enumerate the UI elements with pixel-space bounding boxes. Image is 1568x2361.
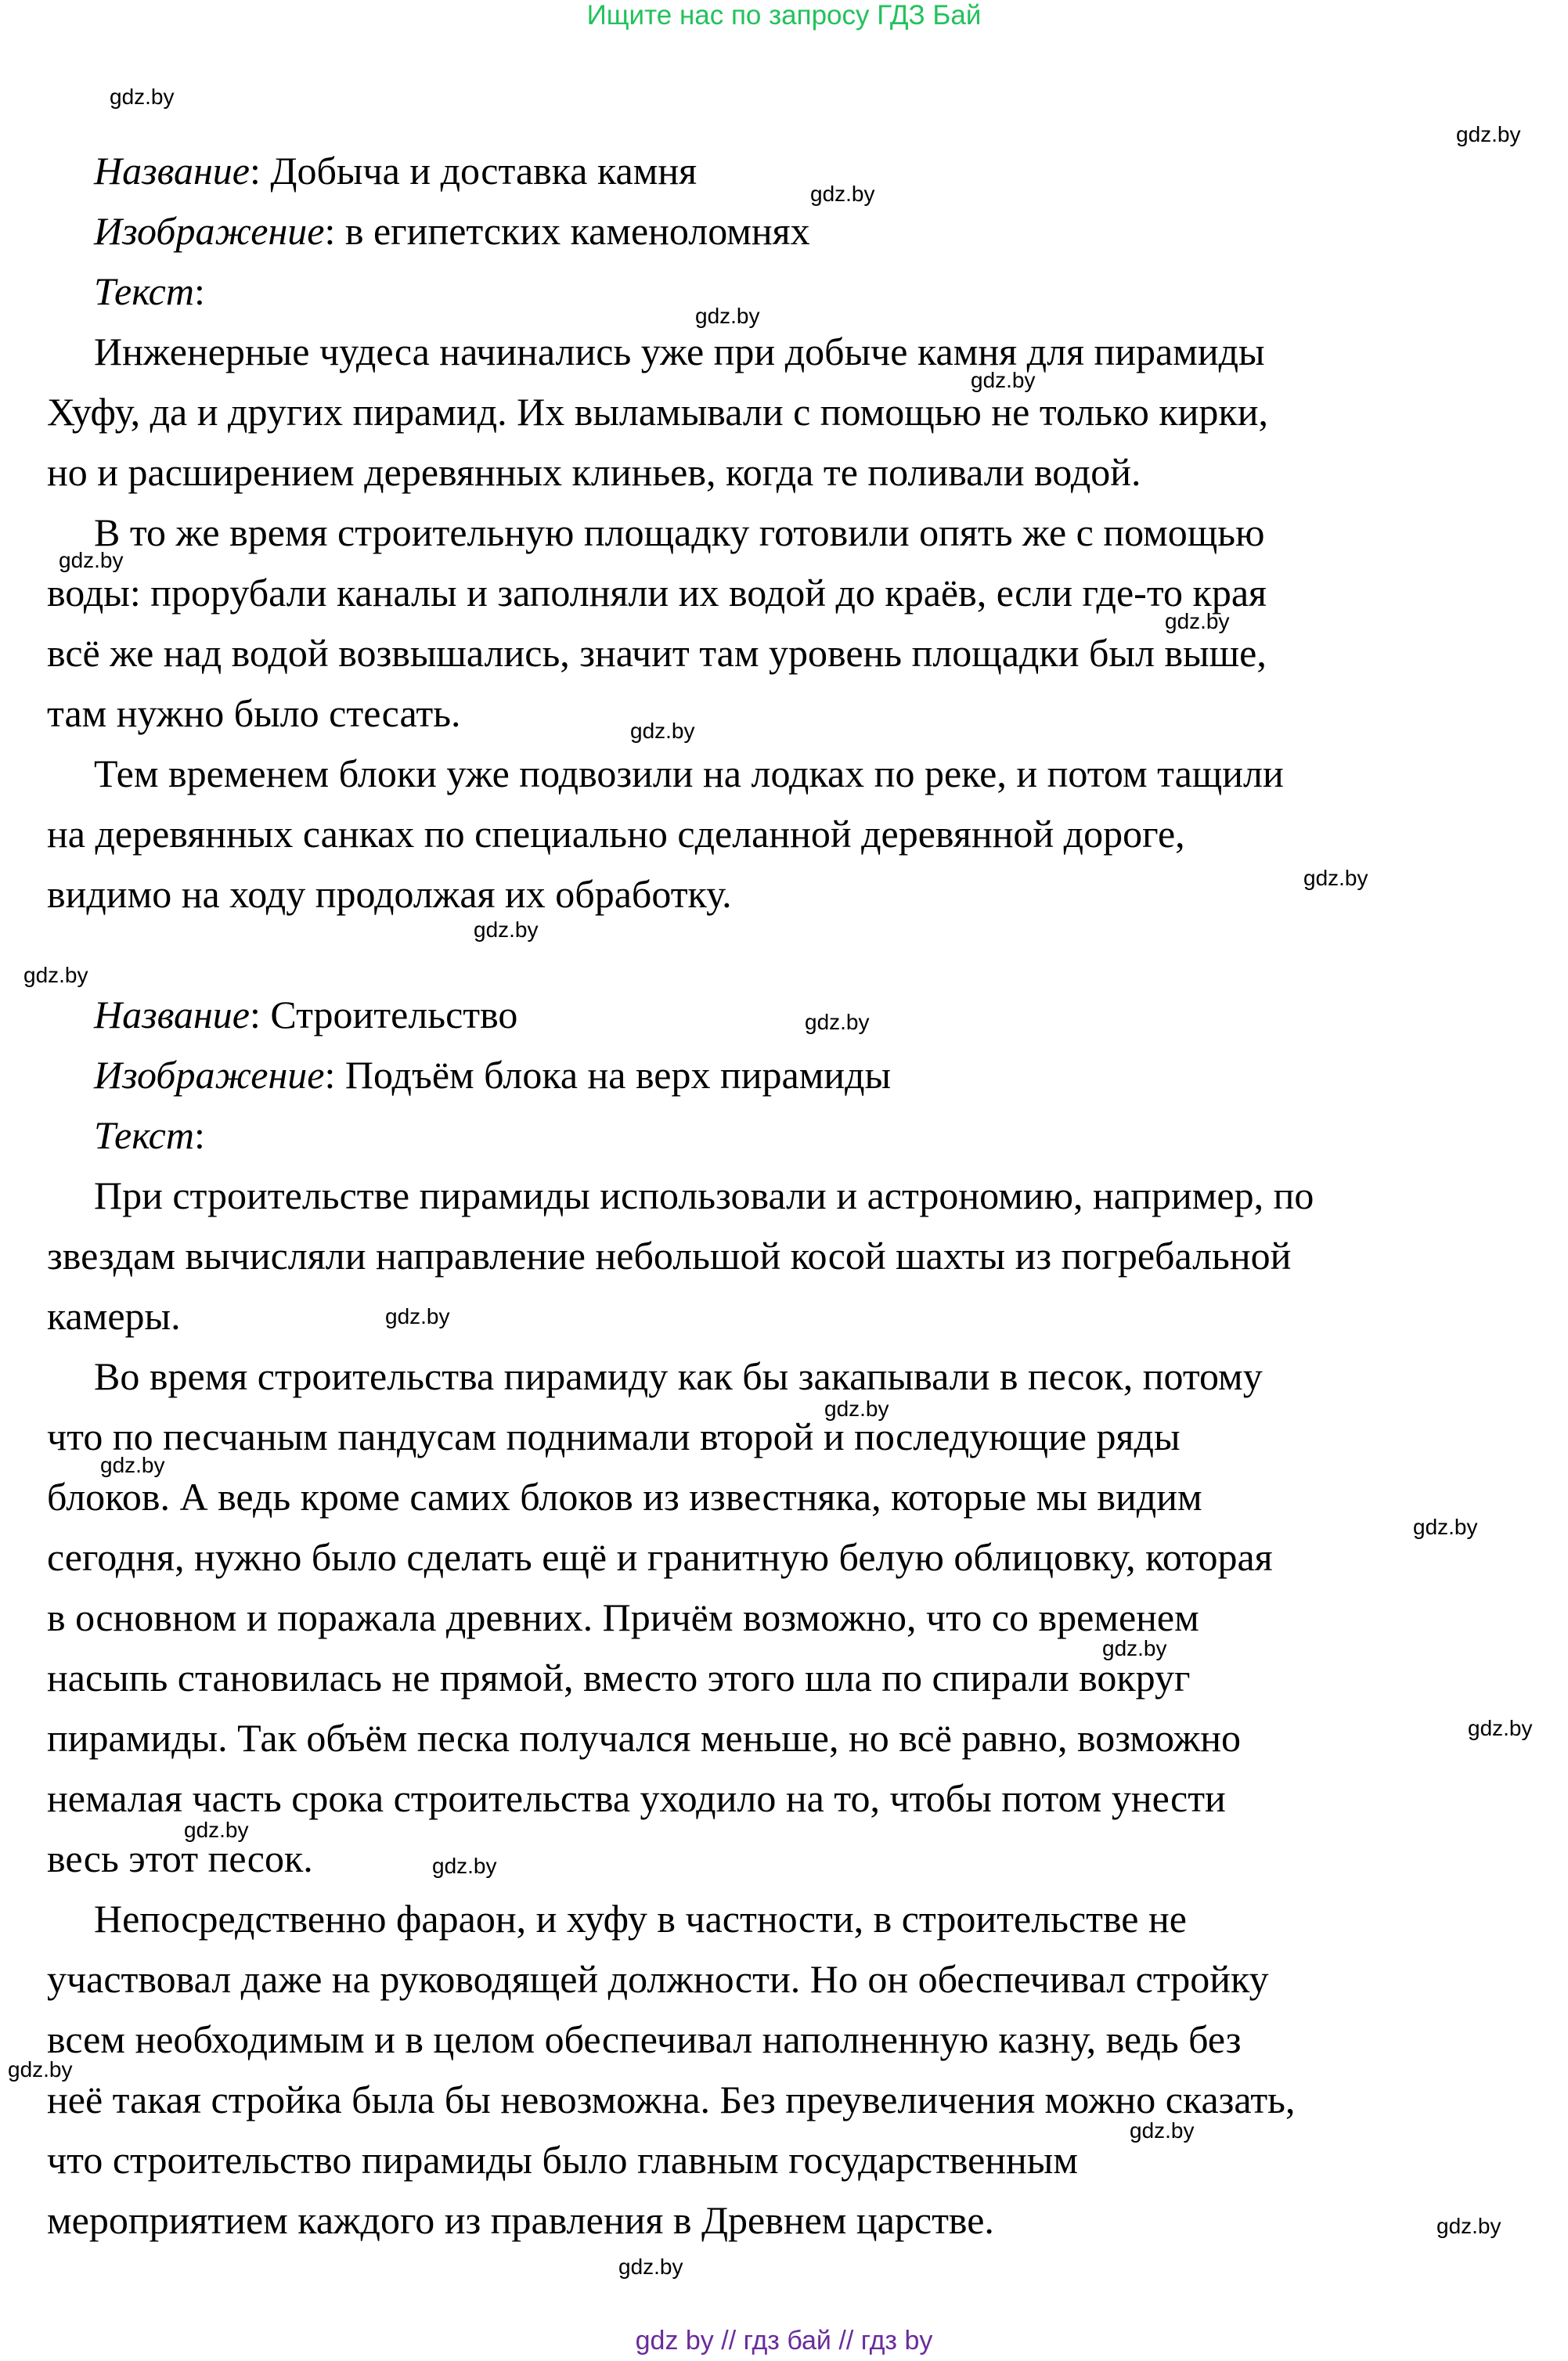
paragraph-line: всё же над водой возвышались, значит там уровень площадки был выше, bbox=[47, 631, 1267, 675]
section1-name-line bbox=[47, 141, 1534, 201]
name-label: Название bbox=[94, 149, 250, 193]
watermark: gdz.by bbox=[474, 917, 539, 942]
name-label: Название bbox=[94, 993, 250, 1036]
paragraph-line: неё такая стройка была бы невозможна. Без преувеличения можно сказать, bbox=[47, 2078, 1296, 2121]
paragraph-line: Тем временем блоки уже подвозили на лодках по реке, и потом тащили bbox=[94, 752, 1284, 795]
watermark: gdz.by bbox=[100, 1453, 165, 1477]
section1-text-label-line bbox=[47, 261, 1534, 322]
watermark: gdz.by bbox=[1413, 1515, 1478, 1539]
watermark: gdz.by bbox=[1303, 866, 1368, 890]
text-colon: : bbox=[193, 269, 205, 313]
paragraph-line: насыпь становилась не прямой, вместо этого шла по спирали вокруг bbox=[47, 1656, 1191, 1700]
paragraph-line: блоков. А ведь кроме самих блоков из известняка, которые мы видим bbox=[47, 1475, 1202, 1519]
image-label: Изображение bbox=[94, 209, 325, 253]
paragraph-line: В то же время строительную площадку готовили опять же с помощью bbox=[94, 510, 1265, 554]
watermark: gdz.by bbox=[59, 548, 124, 572]
paragraph-line: сегодня, нужно было сделать ещё и гранитную белую облицовку, которая bbox=[47, 1535, 1273, 1579]
top-banner[interactable]: Ищите нас по запросу ГДЗ Бай bbox=[586, 0, 982, 31]
footer-links[interactable]: gdz by // гдз бай // гдз by bbox=[635, 2326, 933, 2356]
section1-image-line bbox=[47, 201, 1534, 261]
watermark: gdz.by bbox=[1456, 122, 1521, 146]
name-value: : Строительство bbox=[249, 993, 518, 1036]
watermark: gdz.by bbox=[695, 304, 760, 328]
paragraph-line: что по песчаным пандусам поднимали второй и последующие ряды bbox=[47, 1415, 1181, 1458]
watermark: gdz.by bbox=[810, 182, 875, 206]
watermark: gdz.by bbox=[110, 85, 175, 109]
paragraph-line: немалая часть срока строительства уходило на то, чтобы потом унести bbox=[47, 1776, 1226, 1820]
paragraph-line: Непосредственно фараон, и хуфу в частности, в строительстве не bbox=[94, 1897, 1187, 1941]
document-body bbox=[47, 141, 1534, 2251]
image-value: : Подъём блока на верх пирамиды bbox=[324, 1053, 892, 1097]
paragraph-line: всем необходимым и в целом обеспечивал наполненную казну, ведь без bbox=[47, 2017, 1242, 2061]
watermark: gdz.by bbox=[385, 1304, 450, 1328]
section2-name-line bbox=[47, 985, 1534, 1045]
paragraph-line: Хуфу, да и других пирамид. Их выламывали с помощью не только кирки, bbox=[47, 390, 1268, 434]
section2-image-line bbox=[47, 1045, 1534, 1105]
paragraph-line: что строительство пирамиды было главным государственным bbox=[47, 2138, 1079, 2182]
paragraph-line: Инженерные чудеса начинались уже при добыче камня для пирамиды bbox=[94, 330, 1265, 373]
paragraph-line: пирамиды. Так объём песка получался меньше, но всё равно, возможно bbox=[47, 1716, 1241, 1760]
watermark: gdz.by bbox=[630, 719, 695, 743]
paragraph-line: Во время строительства пирамиду как бы закапывали в песок, потому bbox=[94, 1354, 1263, 1398]
image-label: Изображение bbox=[94, 1053, 325, 1097]
watermark: gdz.by bbox=[8, 2057, 73, 2082]
watermark: gdz.by bbox=[1436, 2214, 1501, 2238]
watermark: gdz.by bbox=[618, 2255, 683, 2279]
paragraph-line: на деревянных санках по специально сделанной деревянной дороге, bbox=[47, 812, 1185, 856]
name-value: : Добыча и доставка камня bbox=[249, 149, 697, 193]
paragraph-line: мероприятием каждого из правления в Древнем царстве. bbox=[47, 2198, 994, 2242]
paragraph-line: видимо на ходу продолжая их обработку. bbox=[47, 872, 732, 916]
text-label: Текст bbox=[94, 1113, 194, 1157]
watermark: gdz.by bbox=[971, 368, 1036, 392]
paragraph-line: камеры. bbox=[47, 1294, 181, 1338]
watermark: gdz.by bbox=[1130, 2118, 1195, 2143]
watermark: gdz.by bbox=[1102, 1636, 1167, 1660]
paragraph-line: но и расширением деревянных клиньев, когда те поливали водой. bbox=[47, 450, 1141, 494]
paragraph-line: При строительстве пирамиды использовали и астрономию, например, по bbox=[94, 1173, 1314, 1217]
watermark: gdz.by bbox=[23, 963, 88, 987]
watermark: gdz.by bbox=[805, 1010, 870, 1034]
watermark: gdz.by bbox=[1165, 609, 1230, 633]
paragraph-line: участвовал даже на руководящей должности. Но он обеспечивал стройку bbox=[47, 1957, 1269, 2001]
text-colon: : bbox=[193, 1113, 205, 1157]
text-label: Текст bbox=[94, 269, 194, 313]
section2-text-label-line bbox=[47, 1105, 1534, 1166]
watermark: gdz.by bbox=[432, 1854, 497, 1878]
watermark: gdz.by bbox=[1468, 1716, 1533, 1740]
paragraph-line: в основном и поражала древних. Причём возможно, что со временем bbox=[47, 1595, 1199, 1639]
paragraph-line: звездам вычисляли направление небольшой косой шахты из погребальной bbox=[47, 1234, 1292, 1278]
paragraph-line: воды: прорубали каналы и заполняли их водой до краёв, если где-то края bbox=[47, 571, 1267, 615]
paragraph-line: там нужно было стесать. bbox=[47, 691, 461, 735]
watermark: gdz.by bbox=[184, 1818, 249, 1842]
paragraph-line: весь этот песок. bbox=[47, 1837, 313, 1880]
watermark: gdz.by bbox=[824, 1397, 889, 1421]
image-value: : в египетских каменоломнях bbox=[324, 209, 810, 253]
